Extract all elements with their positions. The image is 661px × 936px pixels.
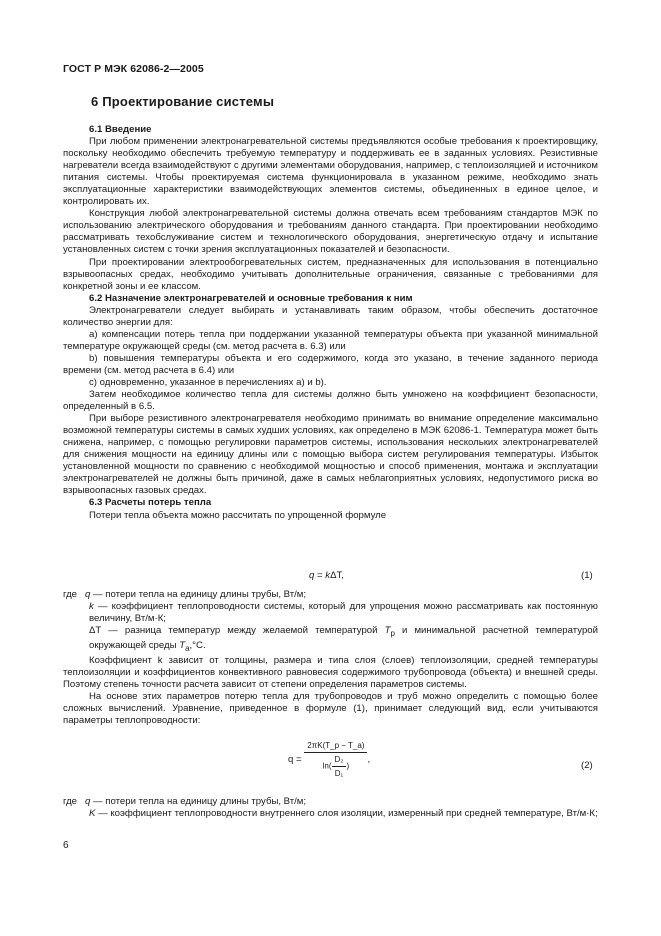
paragraph: Электронагреватели следует выбирать и устанавливать таким образом, чтобы обеспечить достаточное количество энергии для: xyxy=(63,304,598,328)
equation-1-number: (1) xyxy=(581,570,593,581)
list-item-a: а) компенсации потерь тепла при поддержании указанной температуры объекта при указанной минимальной температуре окружающей среды (см. метод расчета в. 6.3) или xyxy=(63,328,598,352)
heading-6-3: 6.3 Расчеты потерь тепла xyxy=(89,497,212,509)
section-title: 6 Проектирование системы xyxy=(91,94,275,109)
paragraph: Затем необходимое количество тепла для системы должно быть умножено на коэффициент безопасности, определенный в 6.5. xyxy=(63,389,598,413)
equation-2-number: (2) xyxy=(581,760,593,771)
equation-2-fraction: 2πK(T_p − T_a) ln( $\frac{\text{D₂}}{\text{D₁}}$ ) xyxy=(304,741,367,778)
definitions-1: где q — потери тепла на единицу длины трубы, Вт/м; k — коэффициент теплопроводности системы, который для упрощения можно рассматривать как постоянную величину, Вт/м·К; ΔT — разница температур между желаемой температурой $T_р$ и минимальной расчетной температурой окружающей среды $T_а,^\circ С$. Коэффициент k зависит от толщины, размера и типа слоя (слоев) теплоизоляции, средней температуры теплоизоляции и коэффициентов конвективного равновесия содержимого трубопровода (объекта) и внешней среды. Поэтому степень точности расчета зависит от степени определения параметров системы. На основе этих параметров потерю тепла для трубопроводов и труб можно определить с помощью более сложных вычислений. Уравнение, приведенное в формуле (1), принимает следующий вид, если учитываются параметры теплопроводности: xyxy=(63,589,598,727)
paragraph: При проектировании электрообогревательных систем, предназначенных для использования в потенциально взрывоопасных средах, необходимо учитывать дополнительные ограничения, связанные с требованиями для конкретной зоны и ее классом. xyxy=(63,256,598,292)
paragraph: Коэффициент k зависит от толщины, размера и типа слоя (слоев) теплоизоляции, средней температуры теплоизоляции и коэффициентов конвективного равновесия содержимого трубопровода (объекта) и внешней среды. Поэтому степень точности расчета зависит от степени определения параметров системы. xyxy=(63,655,598,691)
paragraph: При любом применении электронагревательной системы предъявляются особые требования к проектировщику, поскольку необходимо обеспечить требуемую температуру и поддерживать ее в заданных условиях. Резистивные нагреватели всегда взаимодействуют с другими элементами оборудования, например, с теплоизоляцией и источником питания системы. Чтобы проектируемая система функционировала в указанном режиме, необходимо знать эксплуатационные характеристики взаимодействующих элементов системы, объединенных в единое целое, и контролировать их. xyxy=(63,136,598,208)
page-number: 6 xyxy=(63,840,69,851)
heading-6-2: 6.2 Назначение электронагревателей и основные требования к ним xyxy=(89,292,413,304)
paragraph: Потери тепла объекта можно рассчитать по упрощенной формуле xyxy=(89,509,387,521)
list-item-b: b) повышения температуры объекта и его содержимого, когда это указано, в течение заданного периода времени (см. метод расчета в 6.4) или xyxy=(63,352,598,376)
list-item-c: с) одновременно, указанное в перечислениях а) и b). xyxy=(89,376,327,388)
paragraph: На основе этих параметров потерю тепла для трубопроводов и труб можно определить с помощью более сложных вычислений. Уравнение, приведенное в формуле (1), принимает следующий вид, если учитываются параметры теплопроводности: xyxy=(63,691,598,727)
equation-1: q = kΔT, xyxy=(309,570,344,581)
definitions-2: где q — потери тепла на единицу длины трубы, Вт/м; K — коэффициент теплопроводности внутреннего слоя изоляции, измеренный при средней температуре, Вт/м·К; xyxy=(63,796,598,820)
paragraph: При выборе резистивного электронагревателя необходимо принимать во внимание определение максимально возможной температуры системы в самых худших условиях, как определено в МЭК 62086-1. Температура может быть снижена, например, с помощью регулировки параметров системы, использования нескольких электронагревателей для снижения мощности на единицу длины или с помощью выбора систем регулирования температуры. Избыток установленной мощности по сравнению с необходимой мощностью и способ применения, монтажа и эксплуатации электронагревателей не должны быть причиной, даже в самых неблагоприятных условиях, недопустимого риска во взрывоопасных газовых средах. xyxy=(63,413,598,497)
heading-6-1: 6.1 Введение xyxy=(89,124,152,135)
document-header: ГОСТ Р МЭК 62086-2—2005 xyxy=(63,63,204,75)
equation-2: q = 2πK(T_p − T_a) ln( $\frac{\text{D₂}}{\text{D₁}}$ ) , xyxy=(288,741,371,778)
main-text-block xyxy=(63,124,598,522)
paragraph: Конструкция любой электронагревательной системы должна отвечать всем требованиям стандартов МЭК по использованию электрического оборудования и требованиям данного стандарта. При проектировании необходимо рассматривать техобслуживание систем и технологического оборудования, энергетическую отдачу и испытание установленных систем с точки зрения эксплуатационных показателей и безопасности. xyxy=(63,208,598,256)
